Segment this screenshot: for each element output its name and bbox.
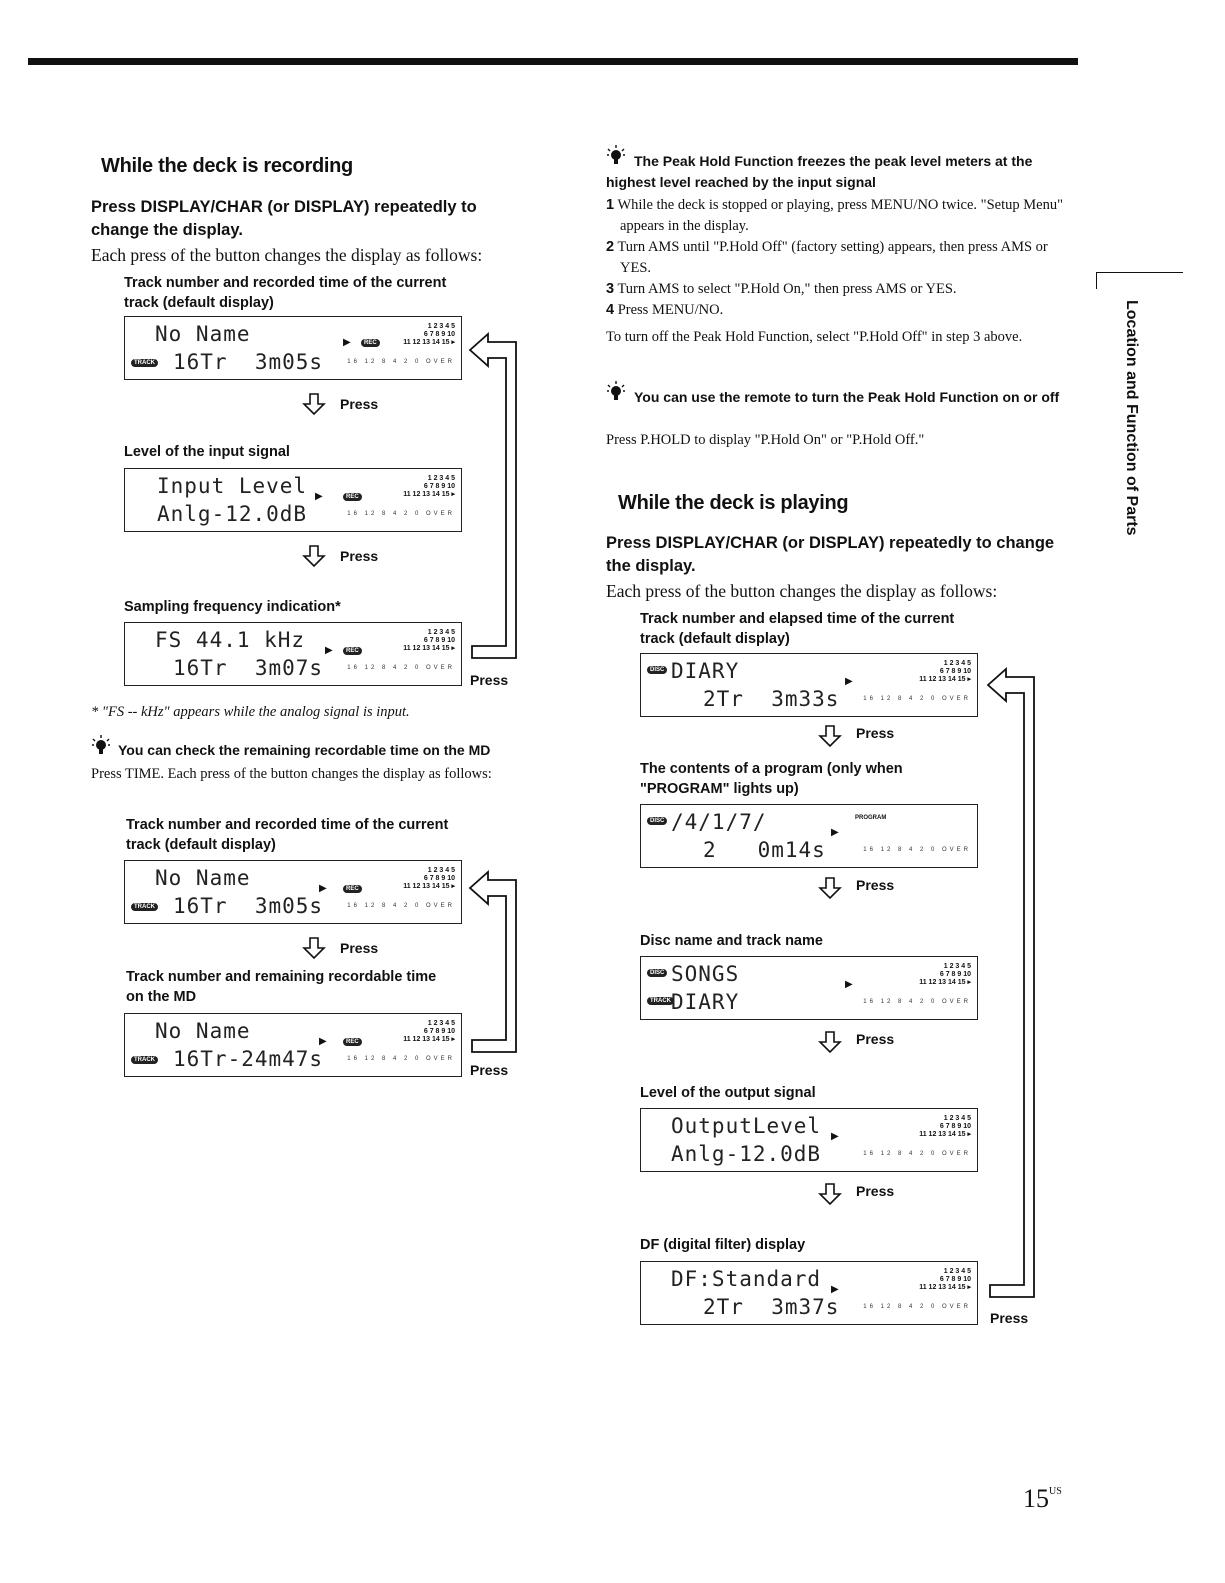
lcd-line-2: 16Tr 3m05s: [173, 894, 324, 918]
lcd-line-2: 2Tr 3m37s: [703, 1295, 840, 1319]
rec-badge: REC: [343, 885, 362, 893]
track-indicators: 1 2 3 4 5 6 7 8 9 10 11 12 13 14 15 ▸: [919, 963, 971, 986]
play-icon: ▶: [319, 1036, 327, 1047]
lcd-line-2: 2 0m14s: [703, 838, 826, 862]
rec-badge: REC: [361, 339, 380, 347]
loop-arrow: [466, 330, 526, 700]
level-meter: 16 12 8 4 2 0 OVER: [347, 511, 455, 517]
rec-display-5: [124, 1013, 462, 1077]
lcd-line-1: No Name: [155, 1019, 251, 1043]
lcd-line-2: 16Tr-24m47s: [173, 1047, 324, 1071]
track-badge: TRACK: [647, 997, 674, 1005]
rec-display-2: [124, 468, 462, 532]
press-label: Press: [990, 1310, 1029, 1326]
play-caption-4: Level of the output signal: [640, 1085, 816, 1101]
recording-instruction: Press DISPLAY/CHAR (or DISPLAY) repeatedly to change the display.: [91, 198, 477, 239]
peak-hold-heading: The Peak Hold Function freezes the peak level meters at the highest level reached by the input signal: [606, 153, 1033, 190]
peak-hold-off-text: To turn off the Peak Hold Function, select "P.Hold Off" in step 3 above.: [606, 329, 1023, 345]
down-arrow-icon: [302, 392, 326, 416]
track-indicators: 1 2 3 4 5 6 7 8 9 10 11 12 13 14 15 ▸: [403, 867, 455, 890]
play-icon: ▶: [831, 1131, 839, 1142]
remote-peak-hold-heading: You can use the remote to turn the Peak Hold Function on or off: [634, 389, 1060, 405]
play-icon: ▶: [319, 883, 327, 894]
track-indicators: 1 2 3 4 5 6 7 8 9 10 11 12 13 14 15 ▸: [919, 660, 971, 683]
peak-hold-steps: [606, 195, 1068, 321]
level-meter: 16 12 8 4 2 0 OVER: [863, 1304, 971, 1310]
play-icon: ▶: [845, 979, 853, 990]
down-arrow-icon: [302, 936, 326, 960]
play-icon: ▶: [325, 645, 333, 656]
side-tab-marker: [1096, 272, 1183, 289]
level-meter: 16 12 8 4 2 0 OVER: [347, 665, 455, 671]
track-badge: TRACK: [131, 359, 158, 367]
track-indicators: 1 2 3 4 5 6 7 8 9 10 11 12 13 14 15 ▸: [919, 1115, 971, 1138]
step-item: 3 Turn AMS to select "P.Hold On," then press AMS or YES.: [606, 281, 957, 297]
program-indicator: PROGRAM: [855, 815, 887, 821]
lcd-line-1: DF:Standard: [671, 1267, 822, 1291]
lcd-line-2: 2Tr 3m33s: [703, 687, 840, 711]
disc-badge: DISC: [647, 666, 667, 674]
play-display-4: [640, 1108, 978, 1172]
track-indicators: 1 2 3 4 5 6 7 8 9 10 11 12 13 14 15 ▸: [403, 629, 455, 652]
press-label: Press: [340, 940, 379, 956]
lcd-line-1: No Name: [155, 866, 251, 890]
remote-peak-hold-text: Press P.HOLD to display "P.Hold On" or "P.Hold Off.": [606, 432, 925, 448]
lcd-line-1: FS 44.1 kHz: [155, 628, 306, 652]
playing-intro: Each press of the button changes the display as follows:: [606, 581, 998, 601]
rec-caption-5: Track number and remaining recordable time on the MD: [126, 969, 437, 1005]
level-meter: 16 12 8 4 2 0 OVER: [863, 696, 971, 702]
track-badge: TRACK: [131, 1056, 158, 1064]
lcd-line-2: DIARY: [671, 990, 740, 1014]
rec-caption-3: Sampling frequency indication*: [124, 599, 341, 615]
loop-arrow: [984, 665, 1044, 1305]
top-rule: [28, 58, 1078, 65]
play-icon: ▶: [315, 491, 323, 502]
track-badge: TRACK: [131, 903, 158, 911]
play-display-5: [640, 1261, 978, 1325]
down-arrow-icon: [818, 876, 842, 900]
lcd-line-1: DIARY: [671, 659, 740, 683]
press-label: Press: [470, 1062, 509, 1078]
lcd-line-2: 16Tr 3m05s: [173, 350, 324, 374]
disc-badge: DISC: [647, 817, 667, 825]
tip-remaining-text: Press TIME. Each press of the button changes the display as follows:: [91, 766, 492, 782]
loop-arrow: [466, 868, 526, 1068]
down-arrow-icon: [818, 1182, 842, 1206]
level-meter: 16 12 8 4 2 0 OVER: [347, 903, 455, 909]
lcd-line-2: Anlg-12.0dB: [671, 1142, 822, 1166]
press-label: Press: [340, 548, 379, 564]
level-meter: 16 12 8 4 2 0 OVER: [863, 1151, 971, 1157]
track-indicators: 1 2 3 4 5 6 7 8 9 10 11 12 13 14 15 ▸: [919, 1268, 971, 1291]
lcd-line-1: /4/1/7/: [671, 810, 767, 834]
rec-badge: REC: [343, 493, 362, 501]
play-caption-2: The contents of a program (only when "PROGRAM" lights up): [640, 761, 903, 797]
down-arrow-icon: [818, 1030, 842, 1054]
page-number: $15^{US}$: [1023, 1484, 1062, 1513]
down-arrow-icon: [302, 544, 326, 568]
track-indicators: 1 2 3 4 5 6 7 8 9 10 11 12 13 14 15 ▸: [403, 323, 455, 346]
press-label: Press: [470, 672, 509, 688]
playing-instruction: Press DISPLAY/CHAR (or DISPLAY) repeatedly to change the display.: [606, 534, 1055, 575]
press-label: Press: [856, 1031, 895, 1047]
press-label: Press: [856, 1183, 895, 1199]
play-icon: ▶: [831, 1284, 839, 1295]
recording-intro: Each press of the button changes the display as follows:: [91, 245, 483, 265]
track-indicators: 1 2 3 4 5 6 7 8 9 10 11 12 13 14 15 ▸: [403, 475, 455, 498]
lcd-line-1: SONGS: [671, 962, 740, 986]
level-meter: 16 12 8 4 2 0 OVER: [863, 999, 971, 1005]
play-caption-3: Disc name and track name: [640, 933, 823, 949]
disc-badge: DISC: [647, 969, 667, 977]
lcd-line-2: 16Tr 3m07s: [173, 656, 324, 680]
track-indicators: 1 2 3 4 5 6 7 8 9 10 11 12 13 14 15 ▸: [403, 1020, 455, 1043]
press-label: Press: [340, 396, 379, 412]
down-arrow-icon: [818, 724, 842, 748]
side-tab-label: Location and Function of Parts: [1123, 300, 1140, 536]
lcd-line-2: Anlg-12.0dB: [157, 502, 308, 526]
level-meter: 16 12 8 4 2 0 OVER: [347, 359, 455, 365]
step-item: 1 While the deck is stopped or playing, press MENU/NO twice. "Setup Menu" appears in the display.: [606, 197, 1064, 234]
tip-remaining-heading: You can check the remaining recordable time on the MD: [118, 742, 491, 758]
footnote: * "FS -- kHz" appears while the analog signal is input.: [91, 704, 410, 720]
level-meter: 16 12 8 4 2 0 OVER: [347, 1056, 455, 1062]
rec-badge: REC: [343, 647, 362, 655]
rec-badge: REC: [343, 1038, 362, 1046]
rec-display-3: [124, 622, 462, 686]
play-caption-5: DF (digital filter) display: [640, 1237, 806, 1253]
rec-caption-4: Track number and recorded time of the current track (default display): [126, 817, 449, 853]
play-icon: ▶: [831, 827, 839, 838]
play-icon: ▶: [343, 337, 351, 348]
lcd-line-1: No Name: [155, 322, 251, 346]
play-display-1: [640, 653, 978, 717]
recording-heading: While the deck is recording: [101, 155, 353, 177]
rec-caption-2: Level of the input signal: [124, 444, 290, 460]
step-item: 4 Press MENU/NO.: [606, 302, 724, 318]
press-label: Press: [856, 725, 895, 741]
rec-display-1: [124, 316, 462, 380]
level-meter: 16 12 8 4 2 0 OVER: [863, 847, 971, 853]
play-icon: ▶: [845, 676, 853, 687]
tip-icon: [91, 734, 111, 761]
rec-display-4: [124, 860, 462, 924]
play-display-2: [640, 804, 978, 868]
play-display-3: [640, 956, 978, 1020]
rec-caption-1: Track number and recorded time of the current track (default display): [124, 275, 447, 311]
play-caption-1: Track number and elapsed time of the current track (default display): [640, 611, 955, 647]
step-item: 2 Turn AMS until "P.Hold Off" (factory setting) appears, then press AMS or YES.: [606, 239, 1048, 276]
lcd-line-1: OutputLevel: [671, 1114, 822, 1138]
lcd-line-1: Input Level: [157, 474, 308, 498]
playing-heading: While the deck is playing: [618, 492, 849, 514]
press-label: Press: [856, 877, 895, 893]
